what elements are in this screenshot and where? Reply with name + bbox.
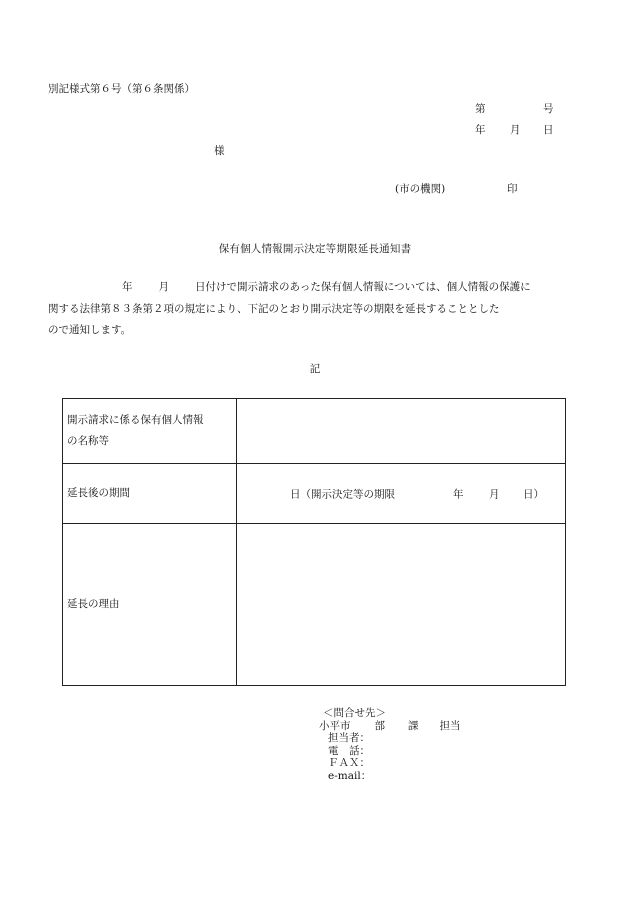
- table-row-name: [63, 399, 566, 464]
- label-requested-info-line-2: の名称等: [67, 435, 109, 447]
- label-requested-info-line-1: 開示請求に係る保有個人情報: [67, 414, 204, 426]
- contact-block: [319, 707, 461, 782]
- contact-city: 小平市: [319, 719, 351, 732]
- body-line-3: ので通知します。: [48, 324, 132, 336]
- body-paragraph: [48, 277, 576, 342]
- period-month: 月: [489, 488, 500, 500]
- date-year: 年: [475, 124, 486, 136]
- label-requested-info: [63, 399, 237, 464]
- value-extension-reason: [237, 524, 566, 686]
- number-dai: 第: [475, 103, 486, 115]
- period-year: 年: [453, 488, 464, 500]
- addressee-suffix: 様: [214, 145, 225, 157]
- period-day: 日（開示決定等の期限: [290, 488, 395, 500]
- contact-fax: ＦＡＸ：: [328, 757, 370, 769]
- contact-charge: 担当: [439, 719, 461, 732]
- body-year: 年: [122, 281, 133, 293]
- period-day-close: 日）: [523, 488, 544, 500]
- date-month: 月: [510, 124, 521, 136]
- contact-section: 課: [408, 719, 419, 732]
- document-title: 保有個人情報開示決定等期限延長通知書: [218, 243, 412, 255]
- number-go: 号: [543, 103, 554, 115]
- body-line-2: 関する法律第８３条第２項の規定により、下記のとおり開示決定等の期限を延長することとした: [48, 302, 500, 315]
- contact-person: 担当者：: [328, 732, 370, 744]
- city-organization: (市の機関): [395, 183, 446, 195]
- ki-heading: 記: [309, 363, 321, 375]
- body-line-1-rest: 日付けで開示請求のあった保有個人情報については、個人情報の保護に: [195, 281, 531, 293]
- label-extension-reason: 延長の理由: [63, 524, 237, 686]
- table-row-reason: [63, 524, 566, 686]
- contact-phone: 電 話：: [328, 744, 370, 757]
- value-extended-period: [237, 464, 566, 524]
- body-line-1: [48, 277, 576, 299]
- info-table: [62, 398, 566, 686]
- form-label: 別記様式第６号（第６条関係）: [48, 83, 195, 95]
- contact-header: ＜問合せ先＞: [323, 707, 386, 719]
- table-row-period: [63, 464, 566, 524]
- label-extended-period: 延長後の期間: [63, 464, 237, 524]
- contact-email: e-mail：: [328, 769, 372, 782]
- seal-mark: 印: [507, 183, 518, 195]
- contact-department: 部: [374, 719, 385, 732]
- body-month: 月: [158, 281, 169, 293]
- value-requested-info: [237, 399, 566, 464]
- contact-office: [319, 720, 461, 733]
- date-day: 日: [543, 124, 554, 136]
